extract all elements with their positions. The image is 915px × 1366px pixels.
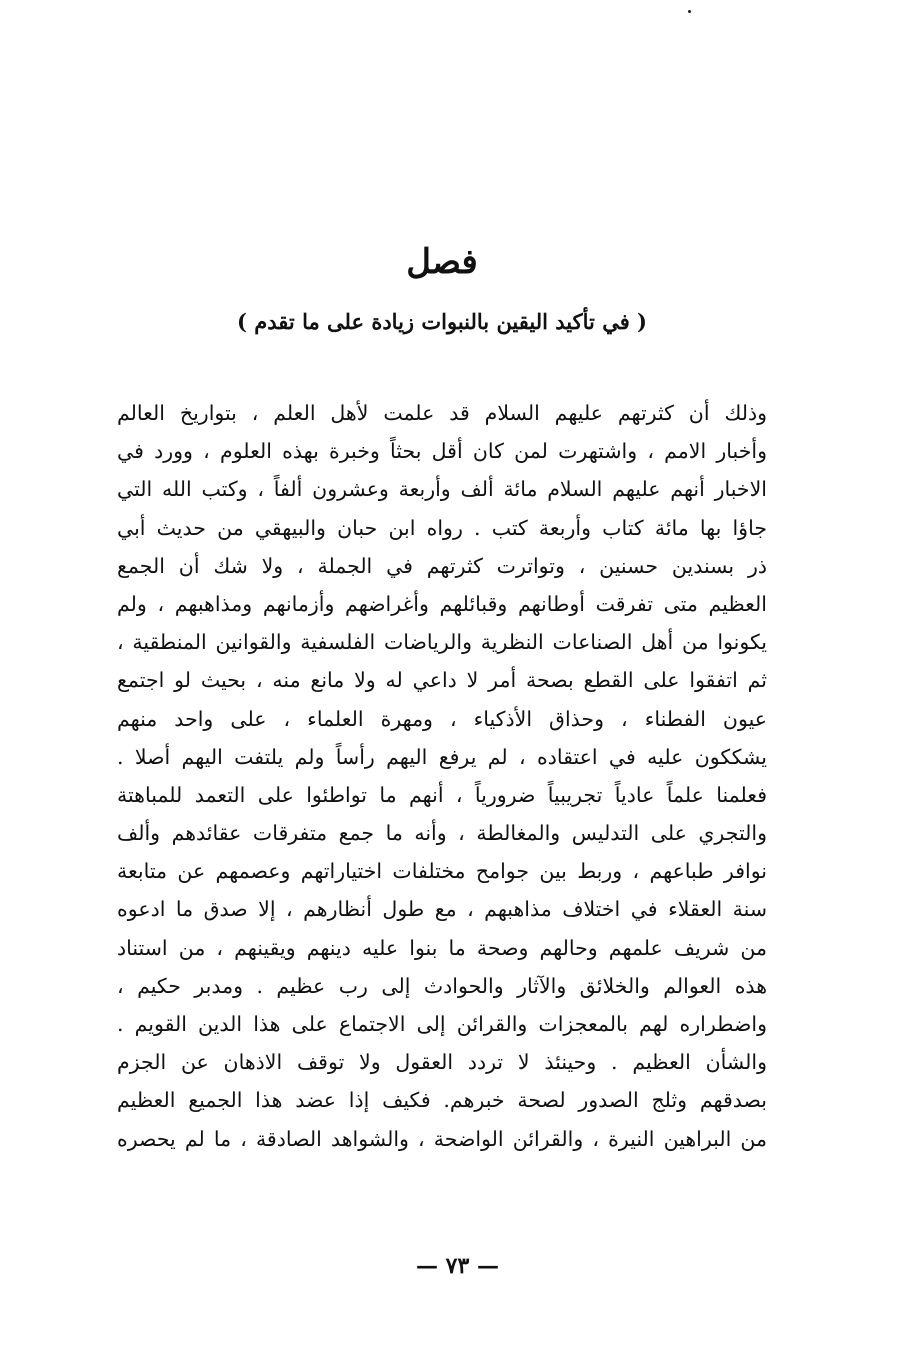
text-line: ذر بسندين حسنين ، وتواترت كثرتهم في الجملة ، ولا شك أن الجمع [117, 553, 767, 578]
text-line: جاؤا بها مائة كتاب وأربعة كتب . رواه ابن حبان والبيهقي من حديث أبي [117, 515, 767, 540]
text-line: من البراهين النيرة ، والقرائن الواضحة ، والشواهد الصادقة ، ما لم يحصره [117, 1126, 767, 1151]
text-line: من شريف علمهم وحالهم وصحة ما بنوا عليه دينهم ويقينهم ، من استناد [117, 935, 767, 960]
text-line: وأخبار الامم ، واشتهرت لمن كان أقل بحثاً وخبرة بهذه العلوم ، وورد في [117, 439, 767, 464]
page-content [117, 232, 767, 1158]
text-line: والشأن العظيم . وحينئذ لا تردد العقول ولا توقف الاذهان عن الجزم [117, 1050, 767, 1075]
text-line: يشككون عليه في اعتقاده ، لم يرفع اليهم رأساً ولم يلتفت اليهم أصلا . [117, 744, 767, 769]
text-line: ثم اتفقوا على القطع بصحة أمر لا داعي له ولا مانع منه ، بحيث لو اجتمع [117, 668, 767, 693]
body-text [117, 394, 767, 1158]
chapter-title: فصل [406, 242, 478, 282]
text-line: والتجري على التدليس والمغالطة ، وأنه ما جمع متفرقات عقائدهم وألف [117, 821, 767, 846]
text-line: نوافر طباعهم ، وربط بين جوامح مختلفات اختياراتهم وعصمهم عن متابعة [117, 859, 767, 884]
text-line: بصدقهم وثلج الصدور لصحة خبرهم. فكيف إذا عضد هذا الجميع العظيم [117, 1088, 767, 1113]
text-line: وذلك أن كثرتهم عليهم السلام قد علمت لأهل العلم ، بتواريخ العالم [117, 401, 767, 425]
text-line: هذه العوالم والخلائق والآثار والحوادث إلى رب عظيم . ومدبر حكيم ، [117, 973, 767, 998]
ink-speck [688, 10, 691, 13]
text-line: الاخبار أنهم عليهم السلام مائة ألف وأربعة وعشرون ألفاً ، وكتب الله التي [117, 477, 767, 502]
chapter-subtitle: ( في تأكيد اليقين بالنبوات زيادة على ما تقدم ) [237, 309, 647, 334]
text-line: سنة العقلاء في اختلاف مذاهبهم ، مع طول أنظارهم ، إلا صدق ما ادعوه [117, 897, 767, 922]
text-line: يكونوا من أهل الصناعات النظرية والرياضات الفلسفية والقوانين المنطقية ، [117, 630, 767, 655]
page-number: — ٧٣ — [416, 1253, 499, 1279]
text-line: فعلمنا علماً عادياً تجريبياً ضرورياً ، أنهم ما تواطئوا على التعمد للمباهتة [117, 782, 767, 807]
text-line: عيون الفطناء ، وحذاق الأذكياء ، ومهرة العلماء ، على واحد منهم [117, 706, 767, 731]
text-line: العظيم متى تفرقت أوطانهم وقبائلهم وأغراضهم وأزمانهم ومذاهبهم ، ولم [117, 591, 767, 616]
text-line: واضطراره لهم بالمعجزات والقرائن إلى الاجتماع على هذا الدين القويم . [117, 1012, 767, 1036]
